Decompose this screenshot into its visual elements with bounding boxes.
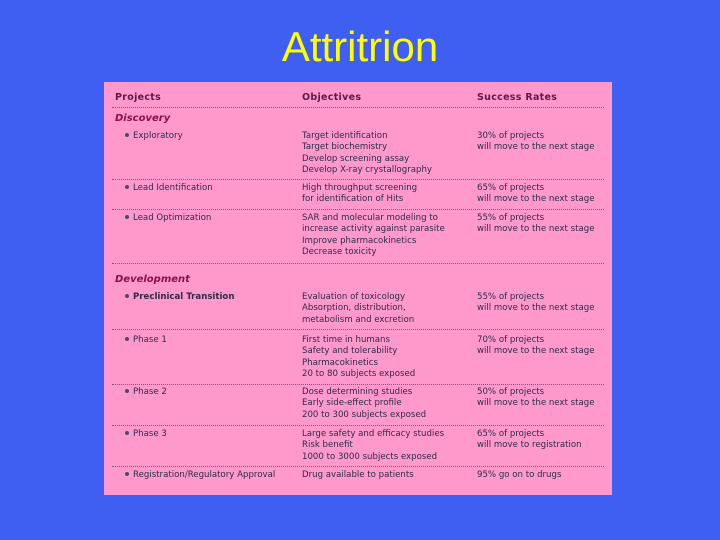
project-lead-identification: Lead Identification	[125, 183, 213, 194]
section-discovery: Discovery	[115, 113, 171, 124]
divider	[112, 209, 604, 210]
attrition-table	[104, 82, 612, 495]
success-cell: 50% of projects will move to the next stage	[477, 387, 595, 409]
bullet-icon	[125, 389, 129, 393]
objectives-cell: High throughput screening for identification of Hits	[302, 183, 418, 205]
project-phase-3: Phase 3	[125, 429, 167, 440]
header-objectives: Objectives	[302, 92, 362, 103]
project-exploratory: Exploratory	[125, 131, 183, 142]
success-cell: 55% of projects will move to the next stage	[477, 292, 595, 314]
objectives-cell: Evaluation of toxicology Absorption, distribution, metabolism and excretion	[302, 292, 415, 325]
bullet-icon	[125, 133, 129, 137]
header-projects: Projects	[115, 92, 162, 103]
section-development: Development	[115, 274, 190, 285]
bullet-icon	[125, 431, 129, 435]
slide-title: Attritrion	[281, 23, 439, 70]
bullet-icon	[125, 185, 129, 189]
project-preclinical-transition: Preclinical Transition	[125, 292, 234, 303]
project-phase-2: Phase 2	[125, 387, 167, 398]
divider	[112, 107, 604, 108]
objectives-cell: Target identification Target biochemistry Develop screening assay Develop X-ray crystallography	[302, 131, 433, 176]
divider	[112, 384, 604, 385]
objectives-cell: Dose determining studies Early side-effect profile 200 to 300 subjects exposed	[302, 387, 427, 420]
objectives-cell: Drug available to patients	[302, 470, 414, 480]
divider	[112, 466, 604, 467]
project-lead-optimization: Lead Optimization	[125, 213, 211, 224]
divider	[112, 329, 604, 330]
project-phase-1: Phase 1	[125, 335, 167, 346]
success-cell: 30% of projects will move to the next stage	[477, 131, 595, 153]
success-cell: 65% of projects will move to the next stage	[477, 183, 595, 205]
bullet-icon	[125, 337, 129, 341]
success-cell: 70% of projects will move to the next stage	[477, 335, 595, 357]
bullet-icon	[125, 472, 129, 476]
objectives-cell: First time in humans Safety and tolerability Pharmacokinetics 20 to 80 subjects exposed	[302, 335, 416, 380]
header-success-rates: Success Rates	[477, 92, 558, 103]
divider	[112, 179, 604, 180]
success-cell: 65% of projects will move to registration	[477, 429, 582, 451]
bullet-icon	[125, 294, 129, 298]
objectives-cell: SAR and molecular modeling to increase activity against parasite Improve pharmacokinetics Decrease toxicity	[302, 213, 445, 258]
success-cell: 95% go on to drugs	[477, 470, 562, 480]
divider	[112, 263, 604, 264]
divider	[112, 425, 604, 426]
objectives-cell: Large safety and efficacy studies Risk benefit 1000 to 3000 subjects exposed	[302, 429, 445, 462]
bullet-icon	[125, 215, 129, 219]
project-registration-approval: Registration/Regulatory Approval	[125, 470, 275, 481]
success-cell: 55% of projects will move to the next stage	[477, 213, 595, 235]
